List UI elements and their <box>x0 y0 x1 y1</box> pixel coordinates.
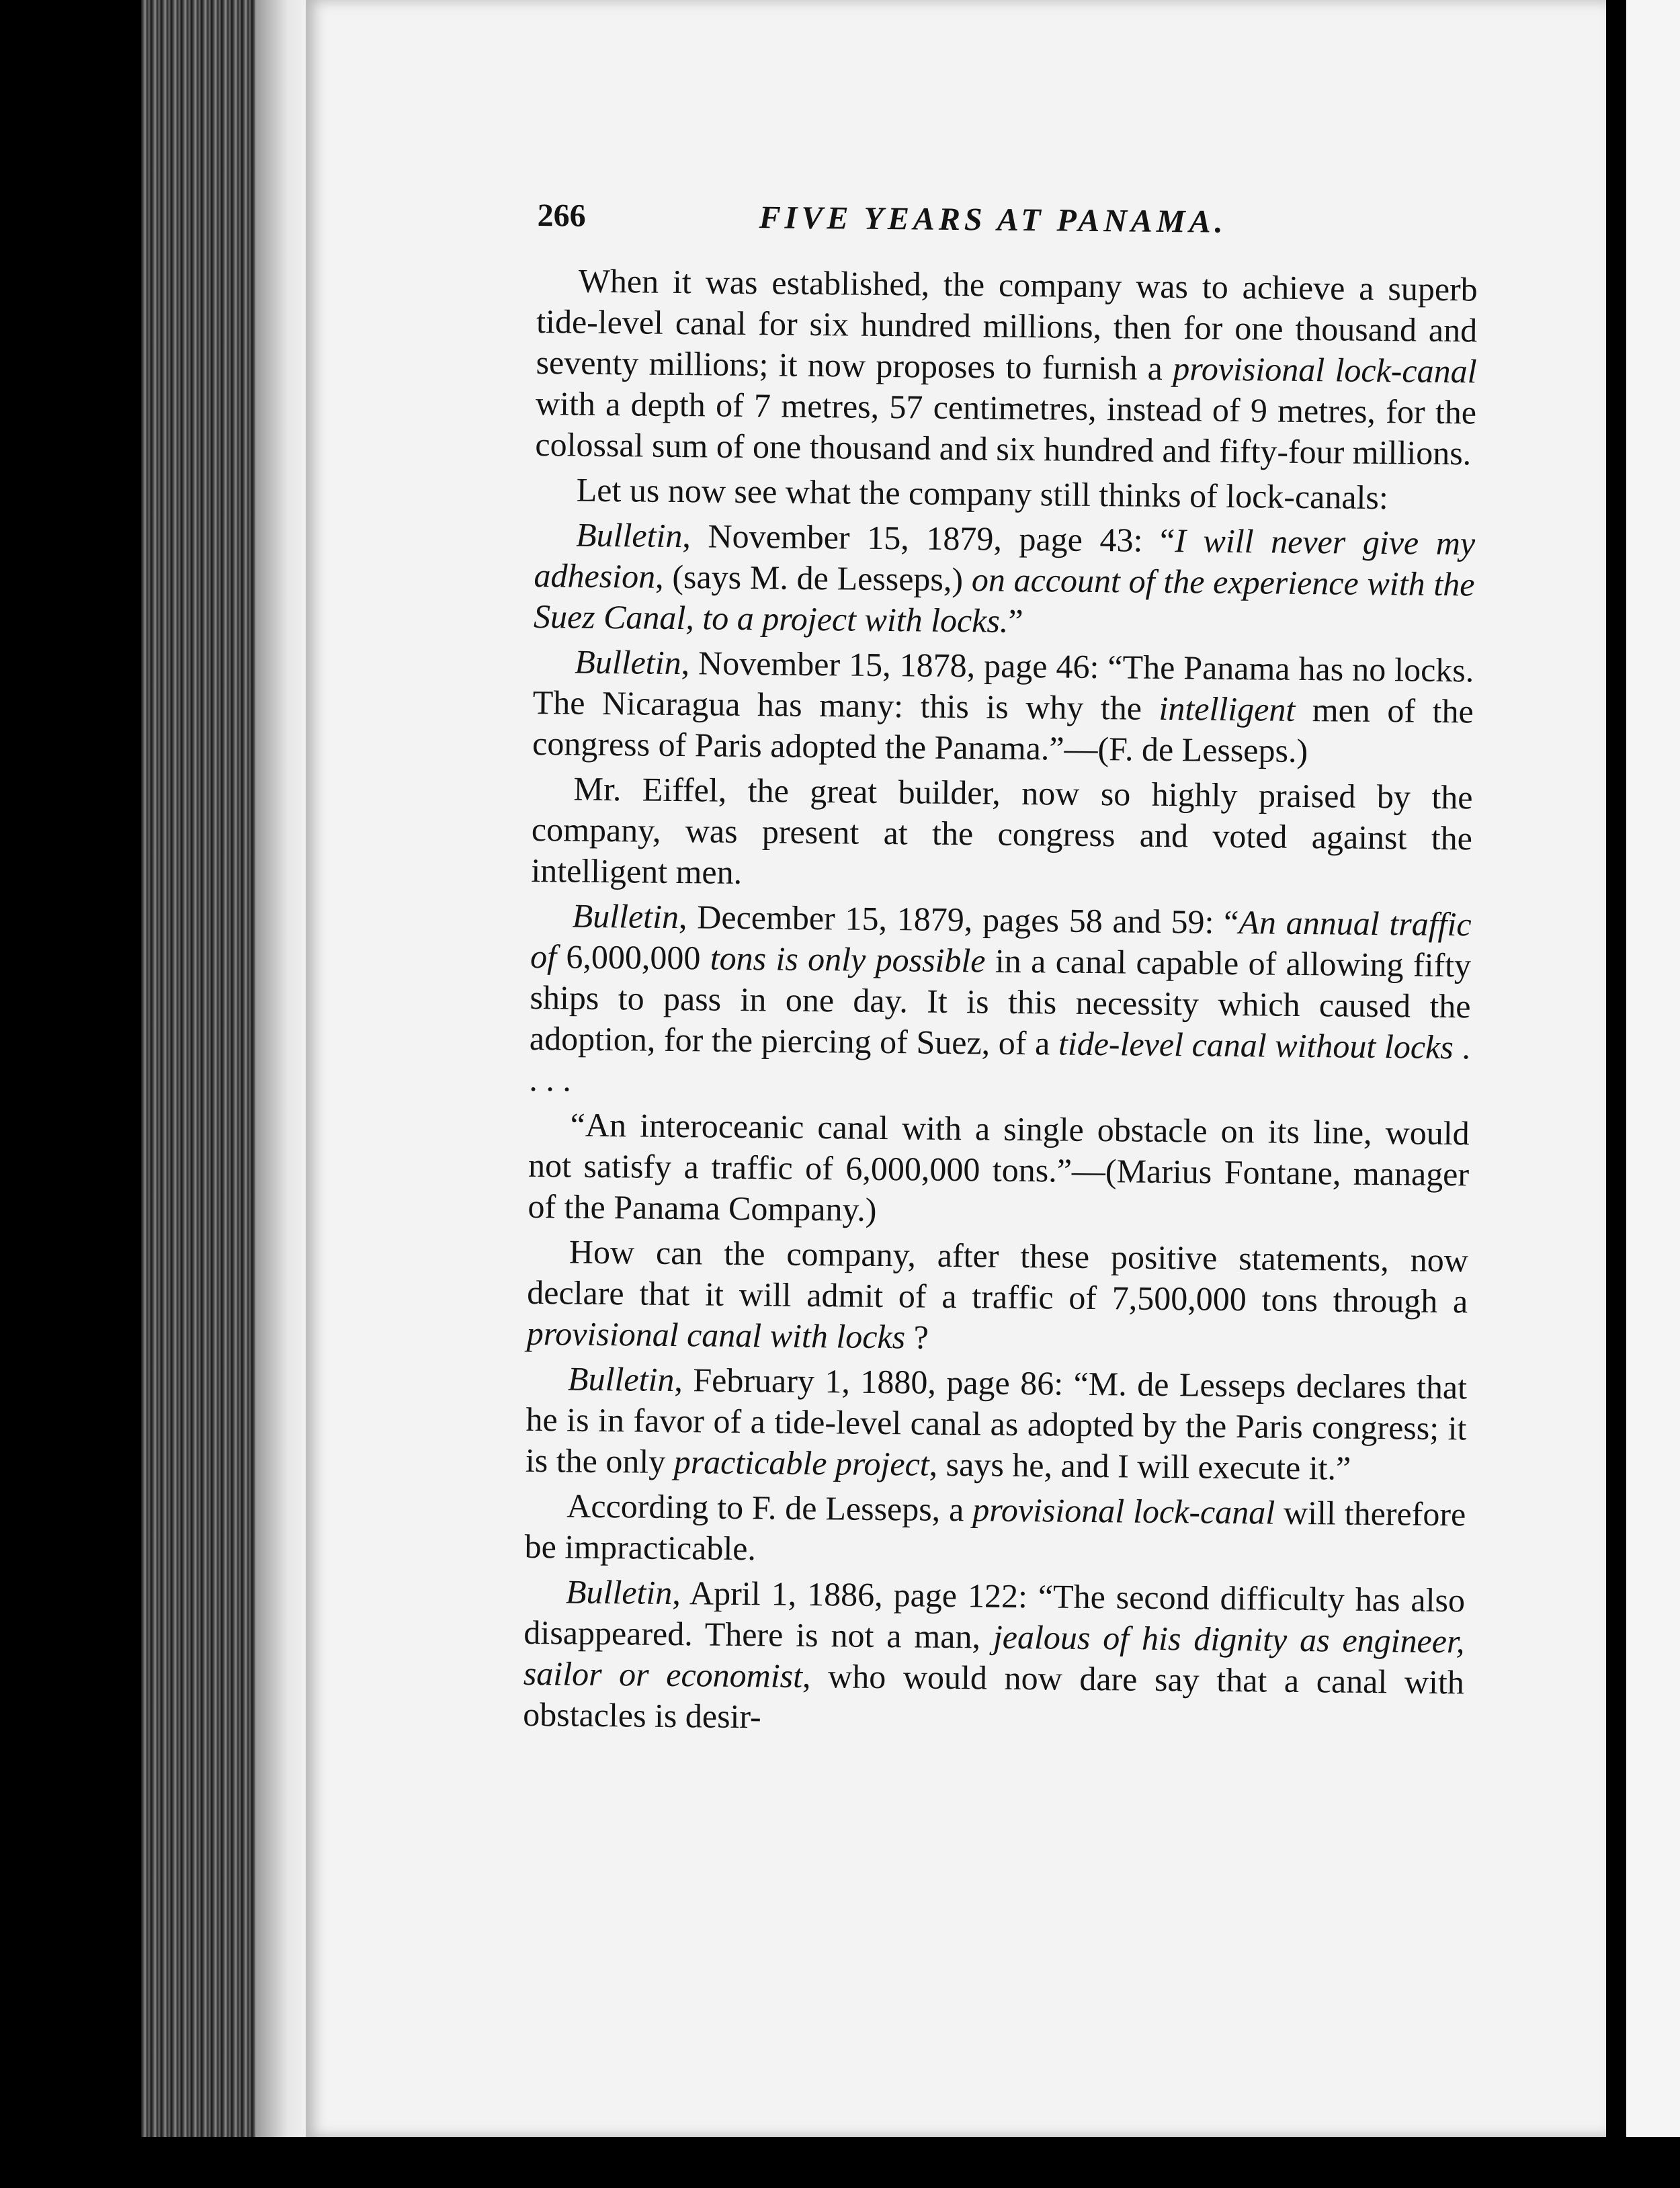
italic-text: tide-level canal without locks <box>1058 1024 1454 1066</box>
italic-text: An annual traffic of <box>530 903 1472 976</box>
italic-text: provisional lock-canal <box>972 1490 1275 1531</box>
paragraph <box>534 514 1476 646</box>
text-run: , says he, and I will execute it.” <box>929 1445 1351 1487</box>
page-number: 266 <box>537 197 586 234</box>
gutter-shadow <box>1606 0 1626 2188</box>
text-run: will therefore be impracticable. <box>524 1493 1466 1568</box>
text-run: , April 1, 1886, page 122: “The second difficulty has also disappeared. There is not a man, <box>523 1574 1466 1656</box>
scan-border <box>0 2137 1680 2188</box>
running-head: FIVE YEARS AT PANAMA. <box>759 200 1227 240</box>
text-run: ? <box>905 1318 929 1356</box>
text-run: “An interoceanic canal with a single obstacle on its line, would not satisfy a traffic of 6,000,000 tons.”—(Marius Fontane, manager of the Panama Company.) <box>528 1105 1470 1228</box>
italic-text: practicable project <box>673 1443 929 1483</box>
italic-text: Bulletin <box>575 515 683 555</box>
paragraph <box>523 1571 1465 1744</box>
paragraph <box>524 1485 1466 1576</box>
text-run: Let us now see what the company still thinks of lock-canals: <box>576 470 1389 517</box>
text-run: 6,000,000 <box>556 937 711 977</box>
text-run: , November 15, 1878, page 46: “The Panama has no locks. The Nicaragua has many: this is why the <box>532 644 1474 727</box>
italic-text: Bulletin <box>565 1572 673 1612</box>
paragraph <box>528 1104 1470 1236</box>
italic-text: Bulletin <box>567 1359 675 1399</box>
text-run: According to F. de Lesseps, a <box>566 1486 973 1529</box>
text-run: Mr. Eiffel, the great builder, now so highly praised by the company, was present at the congress and voted against the intelligent men. <box>531 769 1473 891</box>
paragraph <box>531 768 1473 900</box>
page-text <box>523 195 1478 1748</box>
page-edges-highlight <box>255 0 309 2164</box>
facing-page-edge <box>1626 0 1680 2150</box>
italic-text: Bulletin <box>575 642 681 682</box>
paragraph <box>532 641 1474 773</box>
text-run: , (says M. de Lesseps,) <box>655 557 972 599</box>
italic-text: provisional canal with locks <box>526 1314 906 1356</box>
italic-text: on account of the experience with the Suez Canal, to a project with locks. <box>533 560 1475 640</box>
text-run: , February 1, 1880, page 86: “M. de Lesseps declares that he is in favor of a tide-level canal as adopted by the Paris congress; it is the only <box>525 1361 1468 1481</box>
italic-text: tons is only possible <box>710 939 986 980</box>
text-run: men of the congress of Paris adopted the Panama.”—(F. de Lesseps.) <box>532 690 1474 770</box>
text-run: , November 15, 1879, page 43: “ <box>682 517 1175 560</box>
paragraph <box>526 1231 1468 1363</box>
paragraph <box>526 1358 1468 1490</box>
italic-text: provisional lock-canal <box>1173 349 1477 390</box>
paragraph <box>535 260 1478 474</box>
text-run: , who would now dare say that a canal with obstacles is desir- <box>523 1656 1465 1736</box>
text-run: , December 15, 1879, pages 58 and 59: “ <box>678 898 1239 941</box>
paragraph <box>534 469 1476 519</box>
page-header <box>537 195 1478 245</box>
italic-text: Bulletin <box>572 896 679 936</box>
paragraph <box>529 895 1472 1109</box>
italic-text: jealous of his dignity as engineer, sailor or economist <box>523 1617 1465 1695</box>
italic-text: I will never give my adhesion <box>534 521 1476 595</box>
body-text <box>523 260 1478 1744</box>
text-run: . . . . <box>529 1028 1471 1099</box>
italic-text: intelligent <box>1159 689 1296 728</box>
text-run: How can the company, after these positive statements, now declare that it will admit of a traffic of 7,500,000 tons through a <box>527 1232 1469 1320</box>
text-run: with a depth of 7 metres, 57 centimetres, instead of 9 metres, for the colossal sum of one thousand and six hundred and fifty-four millions. <box>535 384 1477 472</box>
text-run: When it was established, the company was to achieve a superb tide-level canal for six hundred millions, then for one thousand and seventy millions; it now proposes to furnish a <box>536 261 1478 388</box>
text-run: in a canal capable of allowing fifty ships to pass in one day. It is this necessity which caused the adoption, for the piercing of Suez, of a <box>529 941 1472 1062</box>
text-run: ” <box>1008 601 1023 640</box>
